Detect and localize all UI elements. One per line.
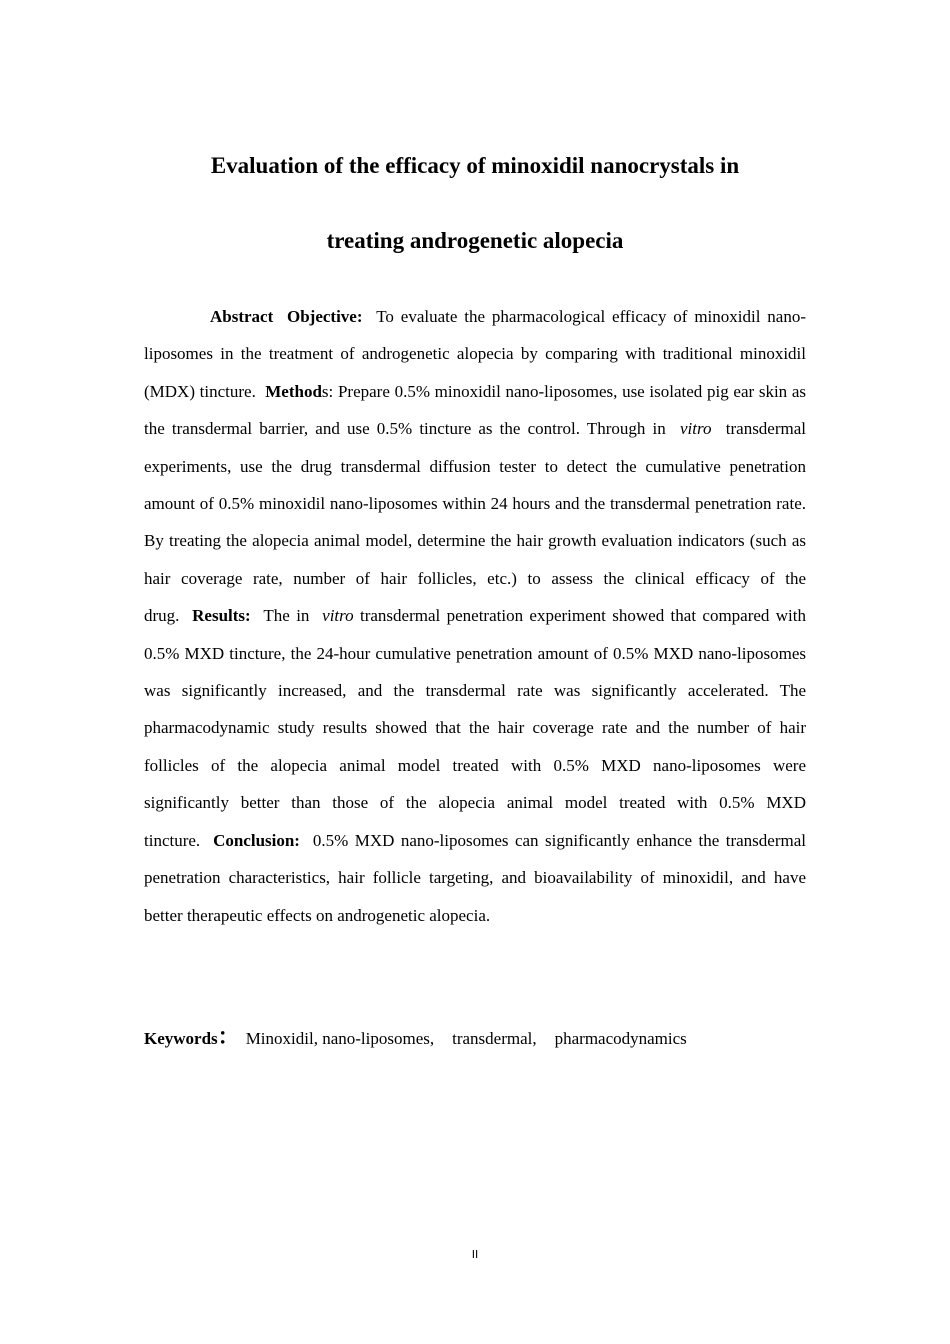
keyword-item: pharmacodynamics [554,1029,687,1048]
keywords-colon: ： [217,1024,240,1049]
paper-title-line-1: Evaluation of the efficacy of minoxidil nanocrystals in [210,153,740,178]
abstract-label: Abstract [210,307,274,326]
methods-text-2: transdermal experiments, use the drug transdermal diffusion tester to detect the cumulative penetration amount of 0.5% minoxidil nano-liposomes within 24 hours and the transdermal penetration rate. By treating the alopecia animal model, determine the hair growth evaluation indicators (such as hair coverage rate, number of hair follicles, etc.) to assess the clinical efficacy of the drug. [144,419,807,626]
abstract-paragraph [144,298,806,934]
methods-label-suffix: s: [321,381,334,401]
keywords-label: Keywords [144,1029,218,1048]
results-text-1: The in [263,606,310,626]
keyword-item: Minoxidil, nano-liposomes, [245,1029,435,1048]
conclusion-text: 0.5% MXD nano-liposomes can significantly enhance the transdermal penetration characteristics, hair follicle targeting, and bioavailability of minoxidil, and have better therapeutic effects on androgenetic alopecia. [144,830,806,925]
methods-text-1: Prepare 0.5% minoxidil nano-liposomes, use isolated pig ear skin as the transdermal barrier, and use 0.5% tincture as the control. Through in [144,381,807,439]
keywords-line [144,1022,806,1054]
results-italic-vitro: vitro [322,606,354,626]
paper-title-line-2: treating androgenetic alopecia [326,228,624,253]
keyword-item: transdermal, [452,1029,537,1048]
conclusion-label: Conclusion: [213,830,300,850]
results-text-2: transdermal penetration experiment showed that compared with 0.5% MXD tincture, the 24-hour cumulative penetration amount of 0.5% MXD nano-liposomes was significantly increased, and the transdermal rate was significantly accelerated. The pharmacodynamic study results showed that the hair coverage rate and the number of hair follicles of the alopecia animal model treated with 0.5% MXD nano-liposomes were significantly better than those of the alopecia animal model treated with 0.5% MXD tincture. [144,606,807,850]
results-label: Results: [192,606,251,626]
objective-label: Objective: [286,307,363,326]
objective-text: To evaluate the pharmacological efficacy of minoxidil nano-liposomes in the treatment of androgenetic alopecia by comparing with traditional minoxidil (MDX) tincture. [144,307,807,401]
methods-italic-vitro: vitro [680,419,712,439]
page-number: II [471,1248,479,1261]
methods-label: Method [265,381,322,401]
